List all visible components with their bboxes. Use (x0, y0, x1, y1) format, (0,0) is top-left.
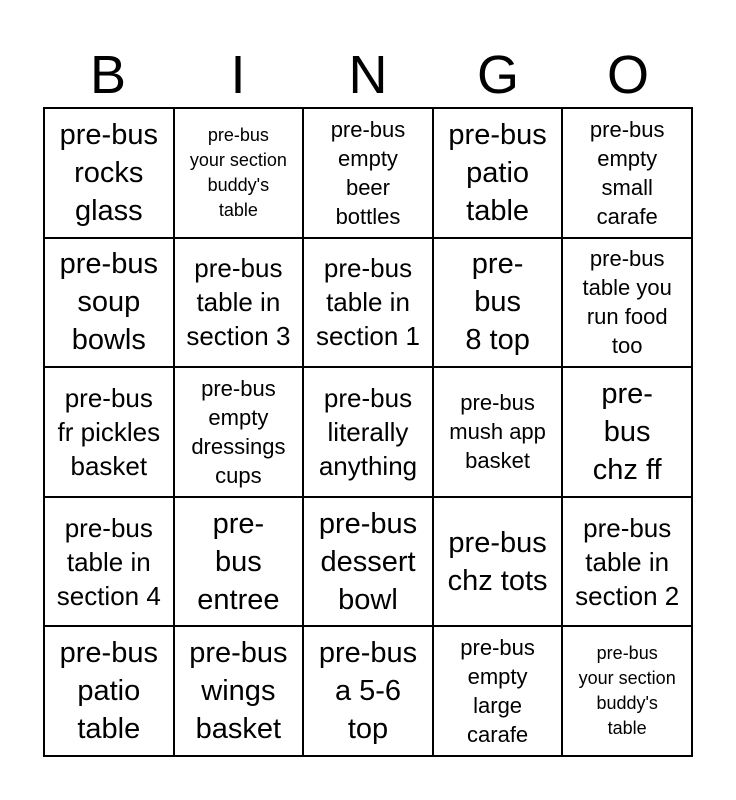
bingo-cell-r5c4[interactable]: pre-bus empty large carafe (433, 626, 563, 756)
bingo-cell-r1c3[interactable]: pre-bus empty beer bottles (303, 108, 433, 238)
bingo-cell-r1c1[interactable]: pre-bus rocks glass (44, 108, 174, 238)
bingo-cell-r5c1[interactable]: pre-bus patio table (44, 626, 174, 756)
bingo-cell-r2c2[interactable]: pre-bus table in section 3 (174, 238, 304, 368)
bingo-cell-r4c1[interactable]: pre-bus table in section 4 (44, 497, 174, 627)
bingo-cell-r1c2[interactable]: pre-bus your section buddy's table (174, 108, 304, 238)
bingo-cell-r3c4[interactable]: pre-bus mush app basket (433, 367, 563, 497)
bingo-cell-r3c1[interactable]: pre-bus fr pickles basket (44, 367, 174, 497)
header-letter-n: N (348, 45, 388, 105)
bingo-cell-r2c4[interactable]: pre- bus 8 top (433, 238, 563, 368)
bingo-cell-r1c5[interactable]: pre-bus empty small carafe (562, 108, 692, 238)
bingo-cell-r2c5[interactable]: pre-bus table you run food too (562, 238, 692, 368)
bingo-cell-r3c3[interactable]: pre-bus literally anything (303, 367, 433, 497)
bingo-cell-r5c5[interactable]: pre-bus your section buddy's table (562, 626, 692, 756)
bingo-board (43, 107, 693, 757)
bingo-cell-r4c5[interactable]: pre-bus table in section 2 (562, 497, 692, 627)
bingo-cell-r1c4[interactable]: pre-bus patio table (433, 108, 563, 238)
bingo-cell-r4c2[interactable]: pre- bus entree (174, 497, 304, 627)
header-letter-i: I (230, 45, 246, 105)
bingo-cell-r2c1[interactable]: pre-bus soup bowls (44, 238, 174, 368)
bingo-cell-r4c4[interactable]: pre-bus chz tots (433, 497, 563, 627)
bingo-cell-r3c2[interactable]: pre-bus empty dressings cups (174, 367, 304, 497)
bingo-cell-r5c2[interactable]: pre-bus wings basket (174, 626, 304, 756)
bingo-cell-r4c3[interactable]: pre-bus dessert bowl (303, 497, 433, 627)
bingo-cell-r2c3[interactable]: pre-bus table in section 1 (303, 238, 433, 368)
header-letter-b: B (89, 45, 127, 105)
bingo-cell-r3c5[interactable]: pre- bus chz ff (562, 367, 692, 497)
bingo-cell-r5c3[interactable]: pre-bus a 5-6 top (303, 626, 433, 756)
header-letter-o: O (606, 45, 649, 105)
bingo-header (43, 42, 693, 108)
header-letter-g: G (476, 45, 519, 105)
